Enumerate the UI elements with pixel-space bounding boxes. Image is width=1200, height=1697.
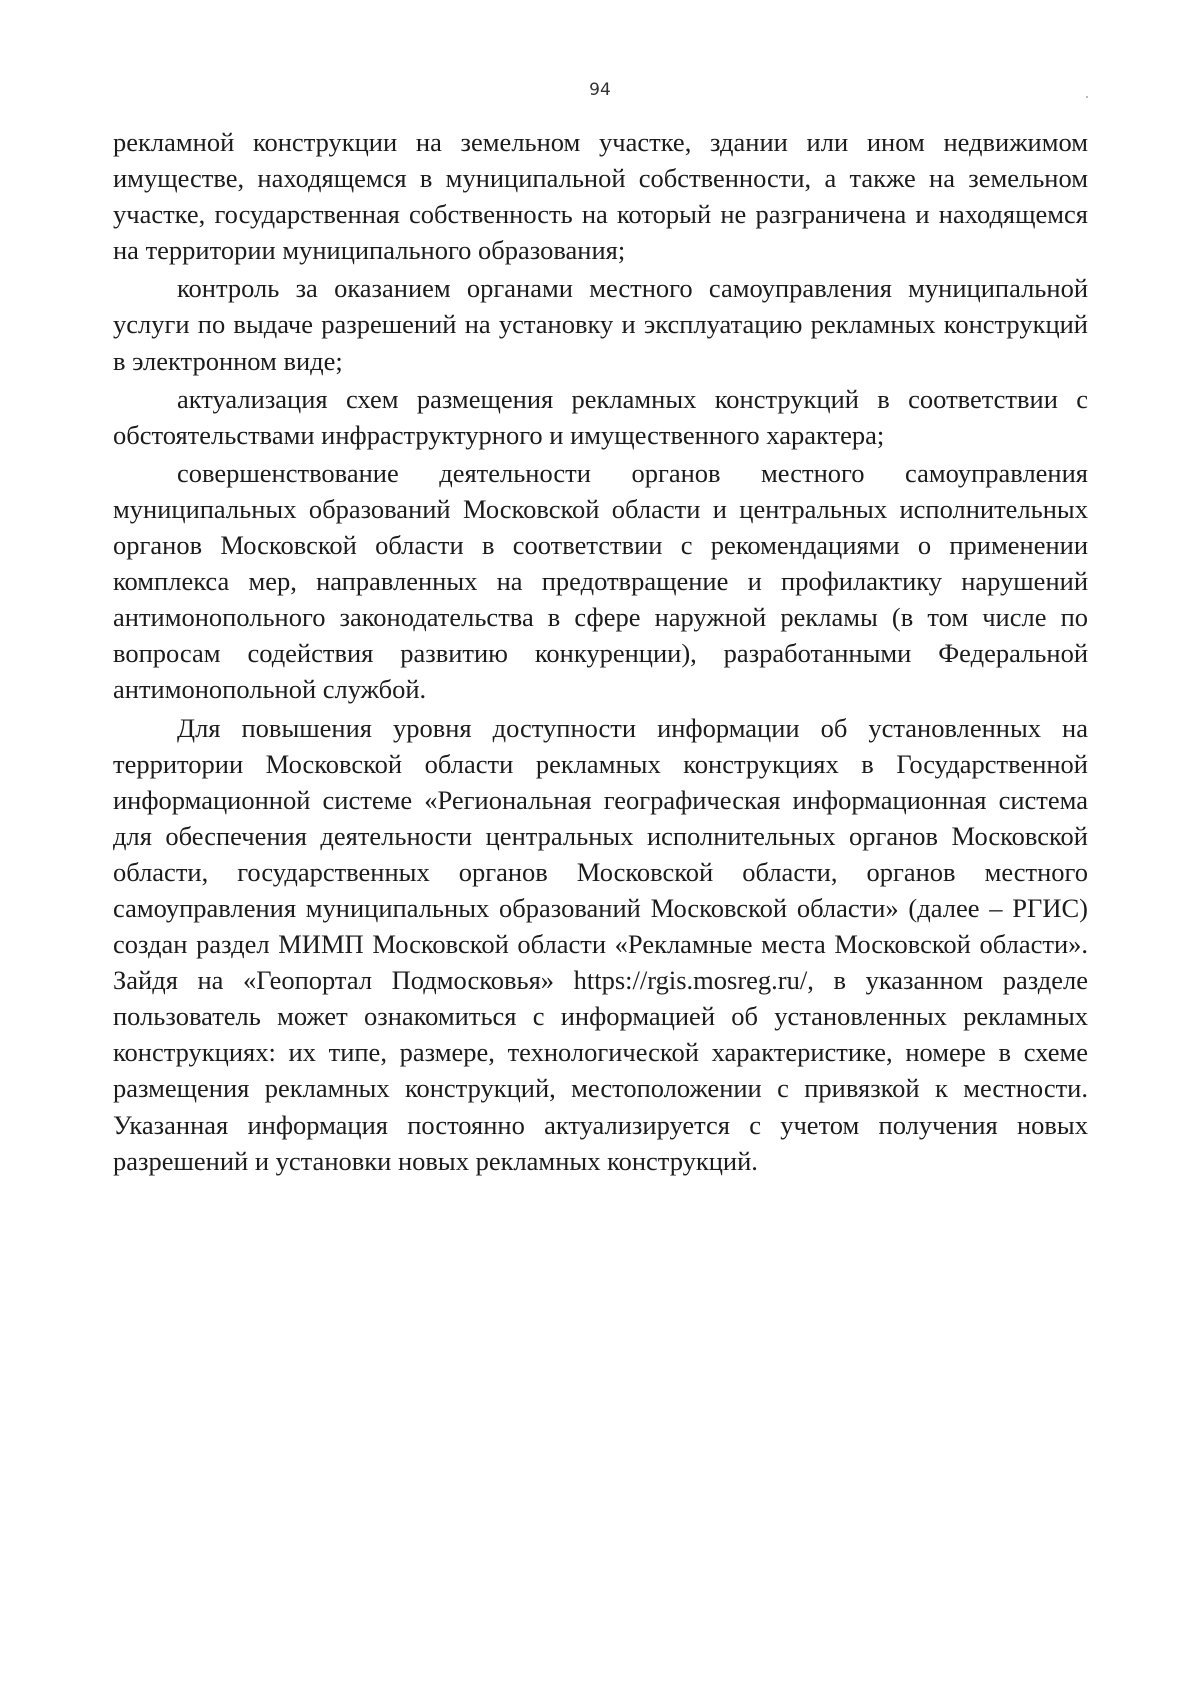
scan-artifact: [1086, 96, 1088, 98]
paragraph-rgis-info: Для повышения уровня доступности информации об установленных на территории Московской области рекламных конструкциях в Государственной информационной системе «Региональная географическая информационная система для обеспечения деятельности центральных исполнительных органов Московской области, государственных органов Московской области, органов местного самоуправления муниципальных образований Московской области» (далее – РГИС) создан раздел МИМП Московской области «Рекламные места Московской области». Зайдя на «Геопортал Подмосковья» https://rgis.mosreg.ru/, в указанном разделе пользователь может ознакомиться с информацией об установленных рекламных конструкциях: их типе, размере, технологической характеристике, номере в схеме размещения рекламных конструкций, местоположении с привязкой к местности. Указанная информация постоянно актуализируется с учетом получения новых разрешений и установки новых рекламных конструкций.: [113, 712, 1088, 1176]
paragraph-municipal-service-control: контроль за оказанием органами местного самоуправления муниципальной услуги по выдаче разрешений на установку и эксплуатацию рекламных конструкций в электронном виде;: [113, 273, 1088, 376]
paragraph-continuation: рекламной конструкции на земельном участке, здании или ином недвижимом имуществе, находящемся в муниципальной собственности, а также на земельном участке, государственная собственность на который не разграничена и находящемся на территории муниципального образования;: [113, 127, 1088, 266]
paragraph-antimonopoly-measures: совершенствование деятельности органов местного самоуправления муниципальных образований Московской области и центральных исполнительных органов Московской области в соответствии с рекомендациями о применении комплекса мер, направленных на предотвращение и профилактику нарушений антимонопольного законодательства в сфере наружной рекламы (в том числе по вопросам содействия развитию конкуренции), разработанными Федеральной антимонопольной службой.: [113, 457, 1088, 705]
paragraph-scheme-update: актуализация схем размещения рекламных конструкций в соответствии с обстоятельствами инфраструктурного и имущественного характера;: [113, 383, 1088, 450]
document-body: [113, 124, 1088, 1181]
page-number: 94: [589, 80, 611, 100]
